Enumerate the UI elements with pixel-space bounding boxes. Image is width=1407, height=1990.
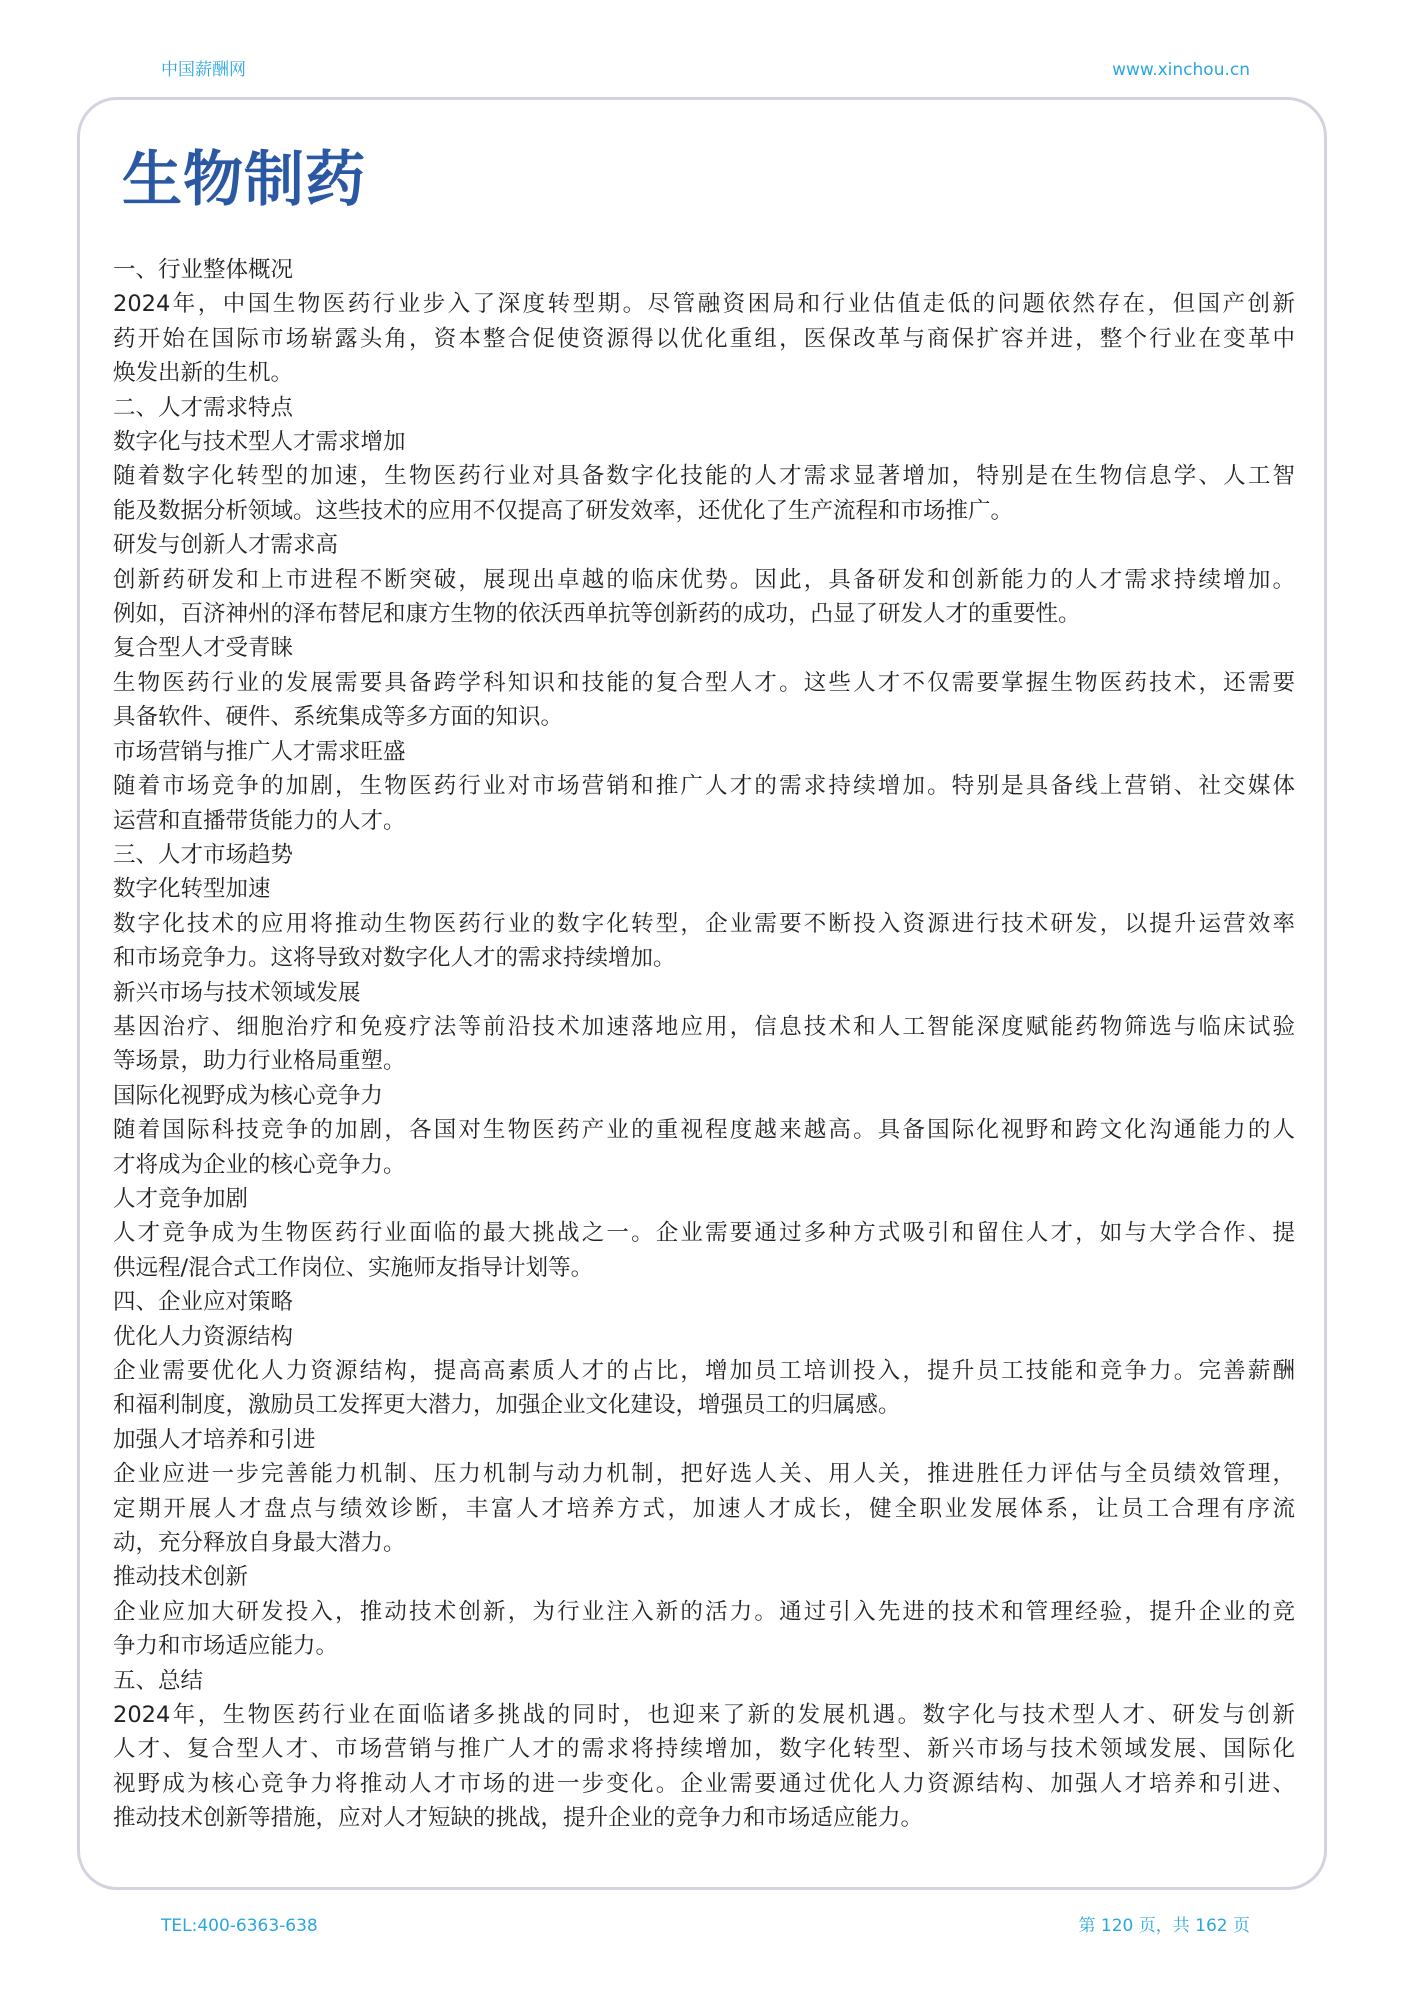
text-line: 研发与创新人才需求高 [113, 532, 339, 559]
text-line: 随着市场竞争的加剧，生物医药行业对市场营销和推广人才的需求持续增加。特别是具备线上营销、社交媒体 [113, 773, 1295, 800]
site-name: 中国薪酬网 [161, 60, 246, 80]
text-line: 动，充分释放自身最大潜力。 [113, 1530, 406, 1557]
article-body [113, 253, 1295, 1836]
text-line: 数字化转型加速 [113, 876, 271, 903]
text-line: 具备软件、硬件、系统集成等多方面的知识。 [113, 704, 564, 731]
text-line: 推动技术创新等措施，应对人才短缺的挑战，提升企业的竞争力和市场适应能力。 [113, 1805, 924, 1832]
text-line: 企业需要优化人力资源结构，提高高素质人才的占比，增加员工培训投入，提升员工技能和竞争力。完善薪酬 [113, 1358, 1295, 1384]
text-line: 能及数据分析领域。这些技术的应用不仅提高了研发效率，还优化了生产流程和市场推广。 [113, 497, 1014, 524]
text-line: 才将成为企业的核心竞争力。 [113, 1151, 406, 1178]
text-line: 数字化与技术型人才需求增加 [113, 429, 406, 456]
text-line: 和市场竞争力。这将导致对数字化人才的需求持续增加。 [113, 945, 676, 972]
text-line: 二、人才需求特点 [113, 394, 294, 421]
text-line: 数字化技术的应用将推动生物医药行业的数字化转型，企业需要不断投入资源进行技术研发，以提升运营效率 [113, 910, 1295, 937]
text-line: 焕发出新的生机。 [113, 360, 294, 387]
page-title: 生物制药 [122, 145, 366, 215]
text-line: 五、总结 [113, 1667, 204, 1694]
text-line: 例如，百济神州的泽布替尼和康方生物的依沃西单抗等创新药的成功，凸显了研发人才的重要性。 [113, 601, 1081, 628]
text-line: 四、企业应对策略 [113, 1289, 294, 1316]
page-number: 第 120 页，共 162 页 [1078, 1916, 1250, 1936]
text-line: 争力和市场适应能力。 [113, 1633, 339, 1660]
text-line: 随着国际科技竞争的加剧，各国对生物医药产业的重视程度越来越高。具备国际化视野和跨文化沟通能力的人 [113, 1117, 1295, 1144]
text-line: 人才竞争成为生物医药行业面临的最大挑战之一。企业需要通过多种方式吸引和留住人才，如与大学合作、提 [113, 1220, 1295, 1247]
text-line: 2024年，生物医药行业在面临诸多挑战的同时，也迎来了新的发展机遇。数字化与技术型人才、研发与创新 [113, 1702, 1295, 1729]
text-line: 等场景，助力行业格局重塑。 [113, 1048, 406, 1075]
text-line: 供远程/混合式工作岗位、实施师友指导计划等。 [113, 1254, 594, 1281]
text-line: 推动技术创新 [113, 1564, 249, 1591]
text-line: 创新药研发和上市进程不断突破，展现出卓越的临床优势。因此，具备研发和创新能力的人才需求持续增加。 [113, 566, 1295, 593]
text-line: 新兴市场与技术领域发展 [113, 979, 361, 1006]
site-url-link[interactable]: www.xinchou.cn [1112, 60, 1250, 80]
text-line: 基因治疗、细胞治疗和免疫疗法等前沿技术加速落地应用，信息技术和人工智能深度赋能药物筛选与临床试验 [113, 1013, 1295, 1040]
text-line: 人才竞争加剧 [113, 1185, 249, 1212]
text-line: 生物医药行业的发展需要具备跨学科知识和技能的复合型人才。这些人才不仅需要掌握生物医药技术，还需要 [113, 669, 1295, 696]
text-line: 企业应加大研发投入，推动技术创新，为行业注入新的活力。通过引入先进的技术和管理经验，提升企业的竞 [113, 1598, 1295, 1625]
text-line: 一、行业整体概况 [113, 257, 294, 283]
text-line: 药开始在国际市场崭露头角，资本整合促使资源得以优化重组，医保改革与商保扩容并进，整个行业在变革中 [113, 325, 1295, 352]
text-line: 运营和直播带货能力的人才。 [113, 807, 406, 834]
text-line: 人才、复合型人才、市场营销与推广人才的需求将持续增加，数字化转型、新兴市场与技术领域发展、国际化 [113, 1736, 1295, 1763]
text-line: 2024年，中国生物医药行业步入了深度转型期。尽管融资困局和行业估值走低的问题依然存在，但国产创新 [113, 291, 1295, 318]
text-line: 定期开展人才盘点与绩效诊断，丰富人才培养方式，加速人才成长，健全职业发展体系，让员工合理有序流 [113, 1495, 1295, 1522]
text-line: 加强人才培养和引进 [113, 1426, 316, 1453]
text-line: 随着数字化转型的加速，生物医药行业对具备数字化技能的人才需求显著增加，特别是在生物信息学、人工智 [113, 463, 1295, 490]
text-line: 视野成为核心竞争力将推动人才市场的进一步变化。企业需要通过优化人力资源结构、加强人才培养和引进、 [113, 1770, 1295, 1797]
text-line: 复合型人才受青睐 [113, 635, 294, 662]
text-line: 三、人才市场趋势 [113, 841, 294, 868]
text-line: 企业应进一步完善能力机制、压力机制与动力机制，把好选人关、用人关，推进胜任力评估与全员绩效管理， [113, 1461, 1295, 1488]
footer-tel: TEL:400-6363-638 [161, 1916, 318, 1936]
text-line: 优化人力资源结构 [113, 1323, 294, 1350]
text-line: 国际化视野成为核心竞争力 [113, 1082, 384, 1109]
text-line: 和福利制度，激励员工发挥更大潜力，加强企业文化建设，增强员工的归属感。 [113, 1392, 901, 1419]
text-line: 市场营销与推广人才需求旺盛 [113, 738, 406, 765]
